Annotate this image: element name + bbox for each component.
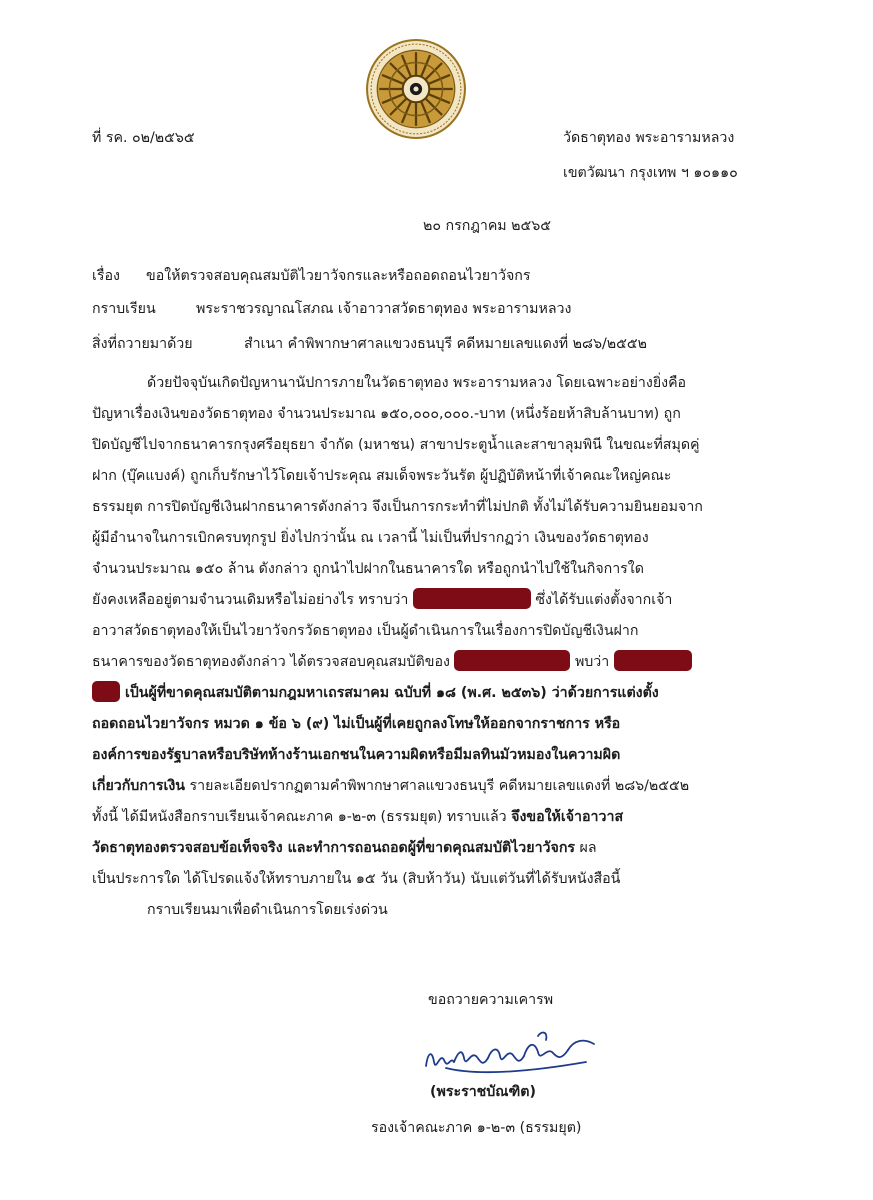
body-text: พบว่า (574, 654, 610, 670)
address-line-1: วัดธาตุทอง พระอารามหลวง (563, 130, 735, 146)
body-line (92, 833, 767, 864)
dharmachakra-emblem-icon (365, 38, 467, 140)
redaction-box (614, 650, 692, 671)
signatory-name: (พระราชบัณฑิต) (430, 1084, 536, 1100)
body-line (92, 771, 767, 802)
body-line (92, 647, 767, 678)
body-line: ผู้มีอำนาจในการเบิกครบทุกรูป ยิ่งไปกว่านั้น ณ เวลานี้ ไม่เป็นที่ปรากฏว่า เงินของวัดธาตุทอง (92, 530, 649, 546)
subject-text: ขอให้ตรวจสอบคุณสมบัติไวยาวัจกรและหรือถอดถอนไวยาวัจกร (146, 268, 531, 284)
body-line: อาวาสวัดธาตุทองให้เป็นไวยาวัจกรวัดธาตุทอง เป็นผู้ดำเนินการในเรื่องการปิดบัญชีเงินฝาก (92, 623, 639, 639)
body-text: จึงขอให้เจ้าอาวาส (511, 809, 624, 825)
reference-number: ที่ รค. ๐๒/๒๕๖๕ (92, 130, 195, 146)
body-line: องค์การของรัฐบาลหรือบริษัทห้างร้านเอกชนในความผิดหรือมีมลทินมัวหมองในความผิด (92, 747, 621, 763)
closing-line: กราบเรียนมาเพื่อดำเนินการโดยเร่งด่วน (147, 902, 388, 918)
address-line-2: เขตวัฒนา กรุงเทพ ฯ ๑๐๑๑๐ (563, 165, 738, 181)
body-text: ผล (575, 840, 597, 856)
body-text: ยังคงเหลืออยู่ตามจำนวนเดิมหรือไม่อย่างไร ทราบว่า (92, 592, 409, 608)
body-line: ปิดบัญชีไปจากธนาคารกรุงศรีอยุธยา จำกัด (มหาชน) สาขาประตูน้ำและสาขาลุมพินี ในขณะที่สมุดคู่ (92, 437, 700, 453)
body-line (92, 678, 767, 709)
redaction-box (413, 588, 531, 609)
signatory-position: รองเจ้าคณะภาค ๑-๒-๓ (ธรรมยุต) (371, 1120, 582, 1136)
body-text: ทั้งนี้ ได้มีหนังสือกราบเรียนเจ้าคณะภาค ๑-๒-๓ (ธรรมยุต) ทราบแล้ว (92, 809, 512, 825)
enclosure-text: สำเนา คำพิพากษาศาลแขวงธนบุรี คดีหมายเลขแดงที่ ๒๘๖/๒๕๕๒ (244, 336, 647, 352)
body-line: เป็นประการใด ได้โปรดแจ้งให้ทราบภายใน ๑๕ วัน (สิบห้าวัน) นับแต่วันที่ได้รับหนังสือนี้ (92, 871, 621, 887)
body-text: วัดธาตุทองตรวจสอบข้อเท็จจริง และทำการถอนถอดผู้ที่ขาดคุณสมบัติไวยาวัจกร (92, 840, 576, 856)
redaction-box (454, 650, 570, 671)
body-line (92, 802, 767, 833)
handwritten-signature (418, 1022, 608, 1084)
body-text: ซึ่งได้รับแต่งตั้งจากเจ้า (535, 592, 673, 608)
enclosure-label: สิ่งที่ถวายมาด้วย (92, 336, 193, 352)
body-line: ฝาก (บุ๊คแบงค์) ถูกเก็บรักษาไว้โดยเจ้าประคุณ สมเด็จพระวันรัต ผู้ปฏิบัติหน้าที่เจ้าคณะใหญ่คณะ (92, 468, 672, 484)
respect-line: ขอถวายความเคารพ (428, 992, 554, 1008)
letter-date: ๒๐ กรกฎาคม ๒๕๖๕ (423, 218, 551, 234)
body-text: ธนาคารของวัดธาตุทองดังกล่าว ได้ตรวจสอบคุณสมบัติของ (92, 654, 450, 670)
body-line: ปัญหาเรื่องเงินของวัดธาตุทอง จำนวนประมาณ ๑๕๐,๐๐๐,๐๐๐.-บาท (หนึ่งร้อยห้าสิบล้านบาท) ถูก (92, 406, 681, 422)
body-line: ถอดถอนไวยาวัจกร หมวด ๑ ข้อ ๖ (๙) ไม่เป็นผู้ที่เคยถูกลงโทษให้ออกจากราชการ หรือ (92, 716, 621, 732)
subject-label: เรื่อง (92, 268, 120, 284)
redaction-box (92, 681, 120, 702)
body-text: เป็นผู้ที่ขาดคุณสมบัติตามกฎมหาเถรสมาคม ฉบับที่ ๑๘ (พ.ศ. ๒๕๓๖) ว่าด้วยการแต่งตั้ง (124, 685, 659, 701)
body-line: ธรรมยุต การปิดบัญชีเงินฝากธนาคารดังกล่าว จึงเป็นการกระทำที่ไม่ปกติ ทั้งไม่ได้รับความยินยอมจาก (92, 499, 703, 515)
recipient-text: พระราชวรญาณโสภณ เจ้าอาวาสวัดธาตุทอง พระอารามหลวง (196, 301, 572, 317)
body-line (92, 585, 767, 616)
body-line: จำนวนประมาณ ๑๕๐ ล้าน ดังกล่าว ถูกนำไปฝากในธนาคารใด หรือถูกนำไปใช้ในกิจการใด (92, 561, 644, 577)
body-line: ด้วยปัจจุบันเกิดปัญหานานัปการภายในวัดธาตุทอง พระอารามหลวง โดยเฉพาะอย่างยิ่งคือ (147, 375, 687, 391)
recipient-label: กราบเรียน (92, 301, 156, 317)
letter-body (92, 368, 767, 926)
body-text: รายละเอียดปรากฏตามคำพิพากษาศาลแขวงธนบุรี คดีหมายเลขแดงที่ ๒๘๖/๒๕๕๒ (184, 778, 690, 794)
body-text: เกี่ยวกับการเงิน (92, 778, 185, 794)
